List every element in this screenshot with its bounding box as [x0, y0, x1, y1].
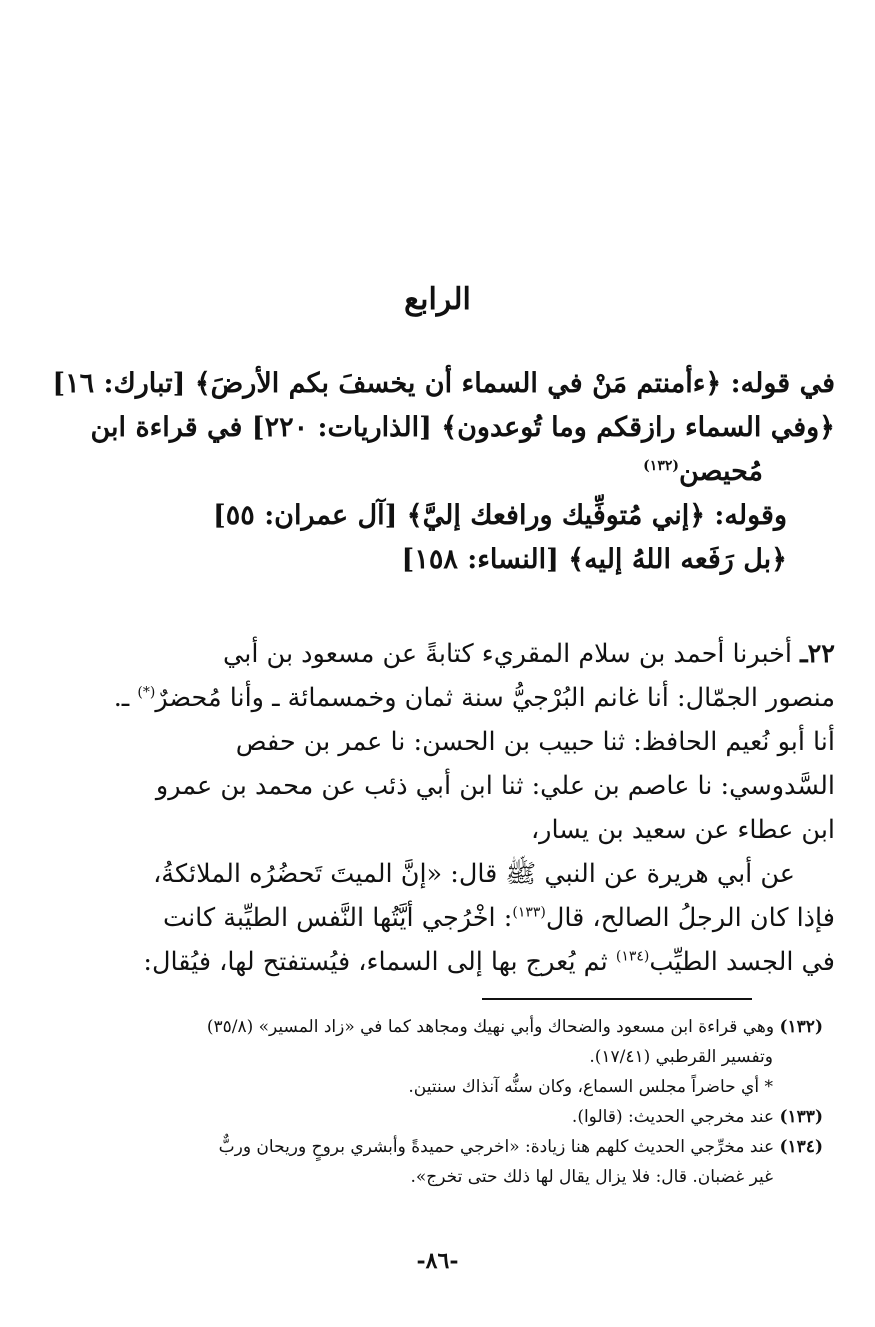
footnote-divider — [482, 998, 752, 1000]
hadith-text-block — [50, 632, 835, 984]
footnote-ref: (١٣٢) — [643, 458, 679, 474]
verse-line: وقوله: ﴿إني مُتوفِّيك ورافعك إليَّ﴾ [آل عمران: ٥٥] — [213, 500, 787, 531]
verse-text: مُحيصن — [678, 456, 763, 487]
footnote-text: عند مخرِّجي الحديث كلهم هنا زيادة: «اخرجي حميدةً وأبشري بروحٍ وريحان وربٌّ — [218, 1137, 775, 1157]
body-line — [50, 632, 835, 676]
quranic-verses-block — [40, 362, 835, 582]
footnote-line — [55, 1132, 823, 1162]
body-text: منصور الجمّال: أنا غانم البُرْجيُّ سنة ثمان وخمسمائة ـ وأنا مُحضرٌ — [155, 683, 835, 713]
body-text: في الجسد الطيِّب — [649, 947, 835, 977]
hadith-number: ٢٢ـ — [800, 639, 835, 669]
verse-line: ﴿وفي السماء رازقكم وما تُوعدون﴾ [الذاريات: ٢٢٠] في قراءة ابن — [90, 412, 835, 443]
body-line — [50, 940, 835, 984]
footnote-text: وهي قراءة ابن مسعود والضحاك وأبي نهيك ومجاهد كما في «زاد المسير» (٣٥/٨) — [206, 1017, 775, 1037]
footnote-number: (١٣٢) — [779, 1017, 823, 1037]
footnotes-block — [55, 1012, 823, 1192]
footnote-ref: (١٣٣) — [512, 904, 546, 921]
body-line: ابن عطاء عن سعيد بن يسار، — [530, 815, 835, 845]
page-number: -٨٦- — [416, 1248, 459, 1274]
footnote-line: وتفسير القرطبي (١٧/٤١). — [589, 1047, 773, 1067]
body-line: عن أبي هريرة عن النبي ﷺ قال: «إنَّ الميتَ تَحضُرُه الملائكةُ، — [153, 859, 795, 889]
body-text: ثم يُعرج بها إلى السماء، فيُستفتح لها، فيُقال: — [143, 947, 616, 977]
body-text: ـ. — [113, 683, 130, 713]
footnote-line — [55, 1012, 823, 1042]
body-text: أخبرنا أحمد بن سلام المقريء كتابةً عن مسعود بن أبي — [223, 639, 792, 669]
footnote-ref: (*) — [137, 684, 156, 701]
footnote-line: * أي حاضراً مجلس السماع، وكان سنُّه آنذاك سنتين. — [408, 1077, 773, 1097]
section-heading: الرابع — [404, 282, 471, 317]
footnote-ref: (١٣٤) — [615, 948, 650, 965]
verse-line: في قوله: ﴿ءأمنتم مَنْ في السماء أن يخسفَ بكم الأرضَ﴾ [تبارك: ١٦] — [52, 368, 835, 399]
footnote-number: (١٣٤) — [779, 1137, 823, 1157]
footnote-text: عند مخرجي الحديث: (قالوا). — [571, 1107, 775, 1127]
footnote-line: غير غضبان. قال: فلا يزال يقال لها ذلك حتى تخرج». — [410, 1167, 773, 1187]
footnote-number: (١٣٣) — [779, 1107, 823, 1127]
footnote-line — [55, 1102, 823, 1132]
body-text: فإذا كان الرجلُ الصالح، قال — [545, 903, 835, 933]
body-line: أنا أبو نُعيم الحافظ: ثنا حبيب بن الحسن: نا عمر بن حفص — [235, 727, 835, 757]
body-line — [50, 676, 835, 720]
verse-line — [40, 450, 835, 494]
body-line: السَّدوسي: نا عاصم بن علي: ثنا ابن أبي ذئب عن محمد بن عمرو — [155, 771, 835, 801]
body-text: : اخْرُجي أيَّتُها النَّفس الطيِّبة كانت — [163, 903, 513, 933]
body-line — [50, 896, 835, 940]
verse-line: ﴿بل رَفَعه اللهُ إليه﴾ [النساء: ١٥٨] — [401, 544, 787, 575]
